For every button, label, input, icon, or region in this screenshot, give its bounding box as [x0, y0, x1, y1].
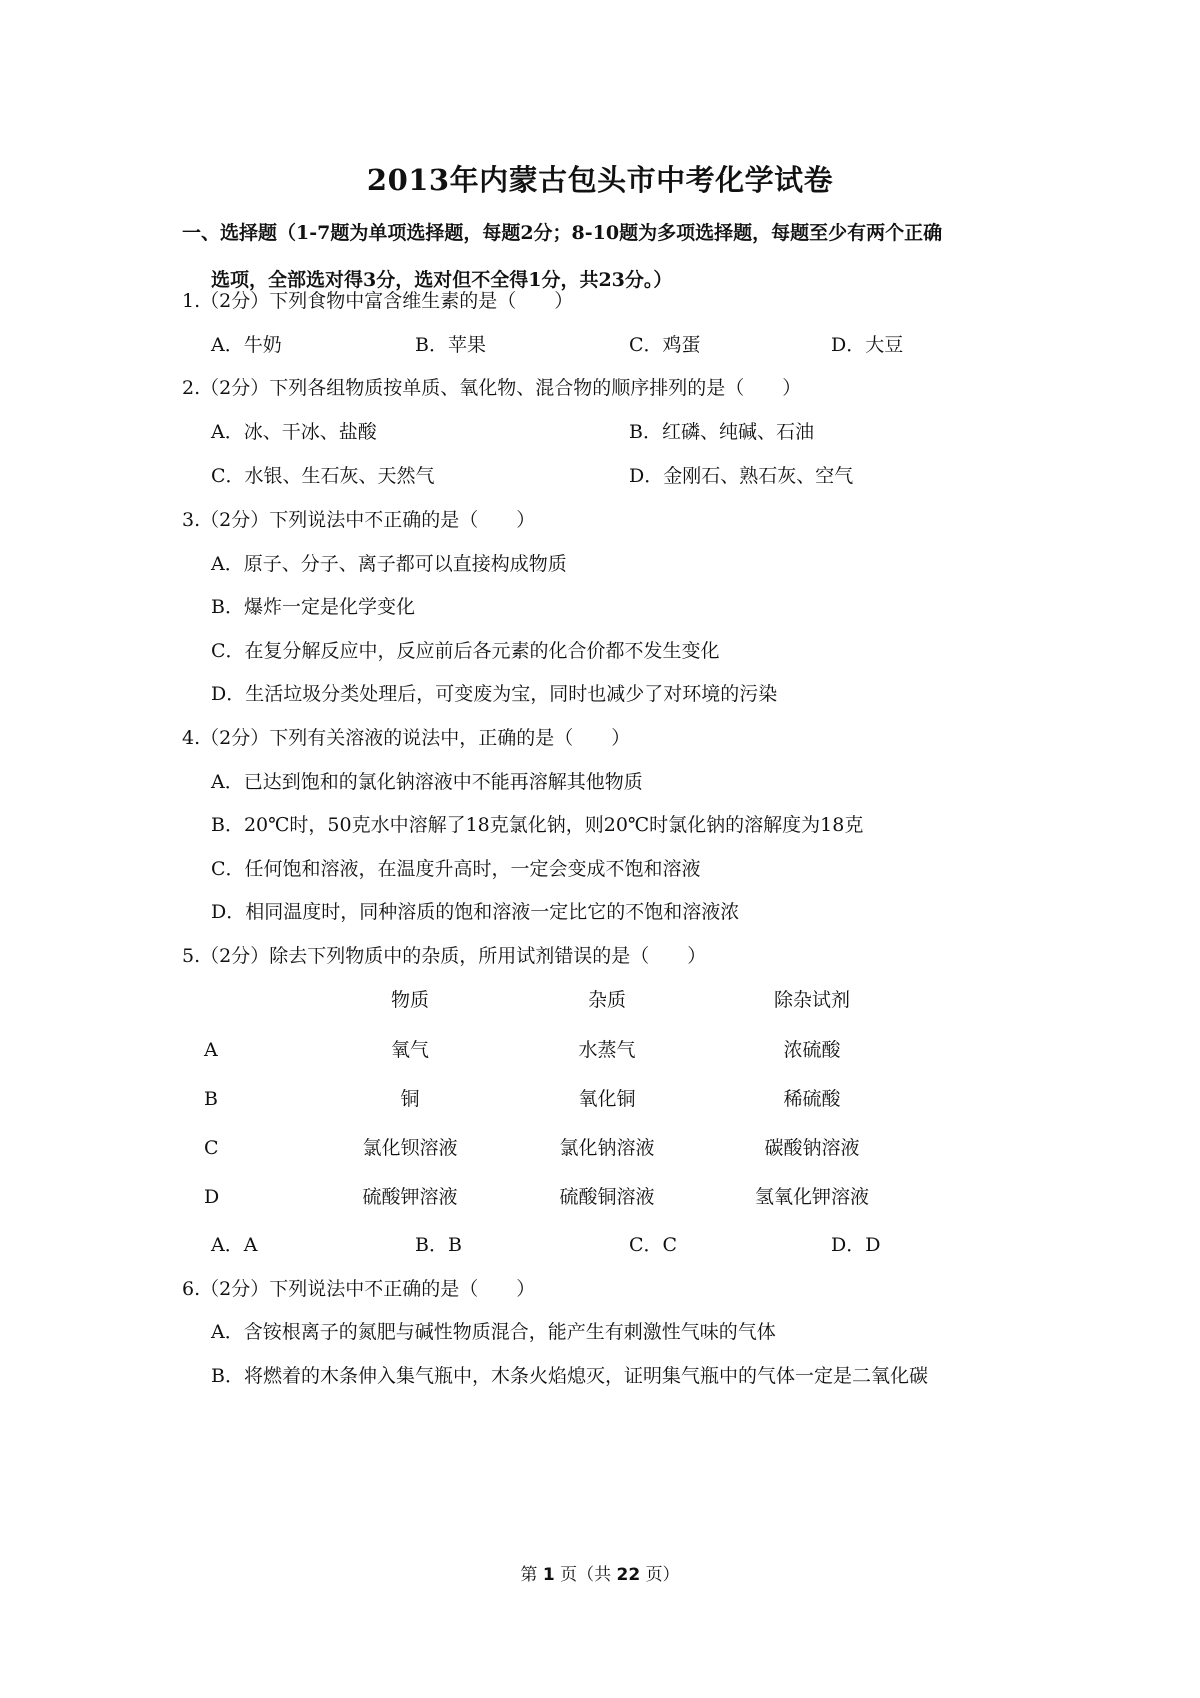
question-5-option-c: C．C — [629, 1234, 678, 1256]
question-4-option-a: A．已达到饱和的氯化钠溶液中不能再溶解其他物质 — [211, 771, 643, 793]
question-1-option-c: C．鸡蛋 — [629, 334, 701, 356]
table-cell: 碳酸钠溶液 — [764, 1137, 860, 1159]
question-2-option-a: A．冰、干冰、盐酸 — [211, 421, 377, 443]
table-row — [182, 1184, 902, 1210]
question-2-option-d: D．金刚石、熟石灰、空气 — [629, 465, 854, 487]
section-heading-line2: 选项，全部选对得3分，选对但不全得1分，共23分。） — [211, 269, 673, 291]
table-cell: A — [204, 1039, 218, 1061]
table-row — [182, 1086, 902, 1112]
question-3-option-a: A．原子、分子、离子都可以直接构成物质 — [211, 553, 567, 575]
question-2-stem: 2.（2分）下列各组物质按单质、氧化物、混合物的顺序排列的是（ ） — [182, 377, 802, 399]
question-3-option-c: C．在复分解反应中，反应前后各元素的化合价都不发生变化 — [211, 640, 720, 662]
footer-suffix: 页） — [645, 1565, 680, 1585]
question-5-option-a: A．A — [211, 1234, 258, 1256]
table-header-row — [182, 987, 902, 1013]
question-2-option-c: C．水银、生石灰、天然气 — [211, 465, 435, 487]
table-row — [182, 1037, 902, 1063]
question-5-stem: 5.（2分）除去下列物质中的杂质，所用试剂错误的是（ ） — [182, 945, 707, 967]
question-2-option-b: B．红磷、纯碱、石油 — [629, 421, 814, 443]
question-5-option-b: B．B — [415, 1234, 462, 1256]
question-4-option-c: C．任何饱和溶液，在温度升高时，一定会变成不饱和溶液 — [211, 858, 701, 880]
table-cell: 氯化钡溶液 — [362, 1137, 458, 1159]
question-1-option-a: A．牛奶 — [211, 334, 282, 356]
question-1-option-b: B．苹果 — [415, 334, 486, 356]
table-cell: 氯化钠溶液 — [559, 1137, 655, 1159]
table-cell: 氧化铜 — [578, 1088, 636, 1110]
footer-total-pages: 22 — [616, 1565, 641, 1585]
footer-mid: 页（共 — [560, 1565, 612, 1585]
question-4-option-d: D．相同温度时，同种溶质的饱和溶液一定比它的不饱和溶液浓 — [211, 901, 740, 923]
question-6-option-a: A．含铵根离子的氮肥与碱性物质混合，能产生有刺激性气味的气体 — [211, 1321, 776, 1343]
question-3-option-b: B．爆炸一定是化学变化 — [211, 596, 415, 618]
page-footer — [0, 1560, 1200, 1585]
question-3-stem: 3.（2分）下列说法中不正确的是（ ） — [182, 509, 536, 531]
question-3-option-d: D．生活垃圾分类处理后，可变废为宝，同时也减少了对环境的污染 — [211, 683, 778, 705]
table-header-cell: 除杂试剂 — [773, 989, 850, 1011]
page-title: 2013年内蒙古包头市中考化学试卷 — [366, 163, 834, 197]
table-row — [182, 1135, 902, 1161]
table-header-cell: 物质 — [390, 989, 429, 1011]
question-6-option-b: B．将燃着的木条伸入集气瓶中，木条火焰熄灭，证明集气瓶中的气体一定是二氧化碳 — [211, 1365, 928, 1387]
question-6-stem: 6.（2分）下列说法中不正确的是（ ） — [182, 1278, 536, 1300]
table-cell: 氧气 — [390, 1039, 429, 1061]
footer-page-number: 1 — [542, 1565, 555, 1585]
question-4-option-b: B．20℃时，50克水中溶解了18克氯化钠，则20℃时氯化钠的溶解度为18克 — [211, 814, 864, 836]
table-cell: C — [204, 1137, 219, 1159]
table-cell: B — [204, 1088, 218, 1110]
question-1-stem: 1.（2分）下列食物中富含维生素的是（ ） — [182, 290, 574, 312]
table-cell: 硫酸铜溶液 — [559, 1186, 655, 1208]
section-heading-line1: 一、选择题（1-7题为单项选择题，每题2分；8-10题为多项选择题，每题至少有两个正确 — [182, 222, 943, 244]
table-cell: 硫酸钾溶液 — [362, 1186, 458, 1208]
table-header-cell: 杂质 — [587, 989, 626, 1011]
question-5-option-d: D．D — [831, 1234, 881, 1256]
footer-prefix: 第 — [520, 1565, 538, 1585]
table-cell: 氢氧化钾溶液 — [754, 1186, 869, 1208]
table-cell: 水蒸气 — [578, 1039, 636, 1061]
table-cell: 铜 — [400, 1088, 420, 1110]
table-cell: D — [204, 1186, 220, 1208]
table-cell: 浓硫酸 — [783, 1039, 841, 1061]
table-cell: 稀硫酸 — [783, 1088, 841, 1110]
question-1-option-d: D．大豆 — [831, 334, 904, 356]
question-4-stem: 4.（2分）下列有关溶液的说法中，正确的是（ ） — [182, 727, 631, 749]
